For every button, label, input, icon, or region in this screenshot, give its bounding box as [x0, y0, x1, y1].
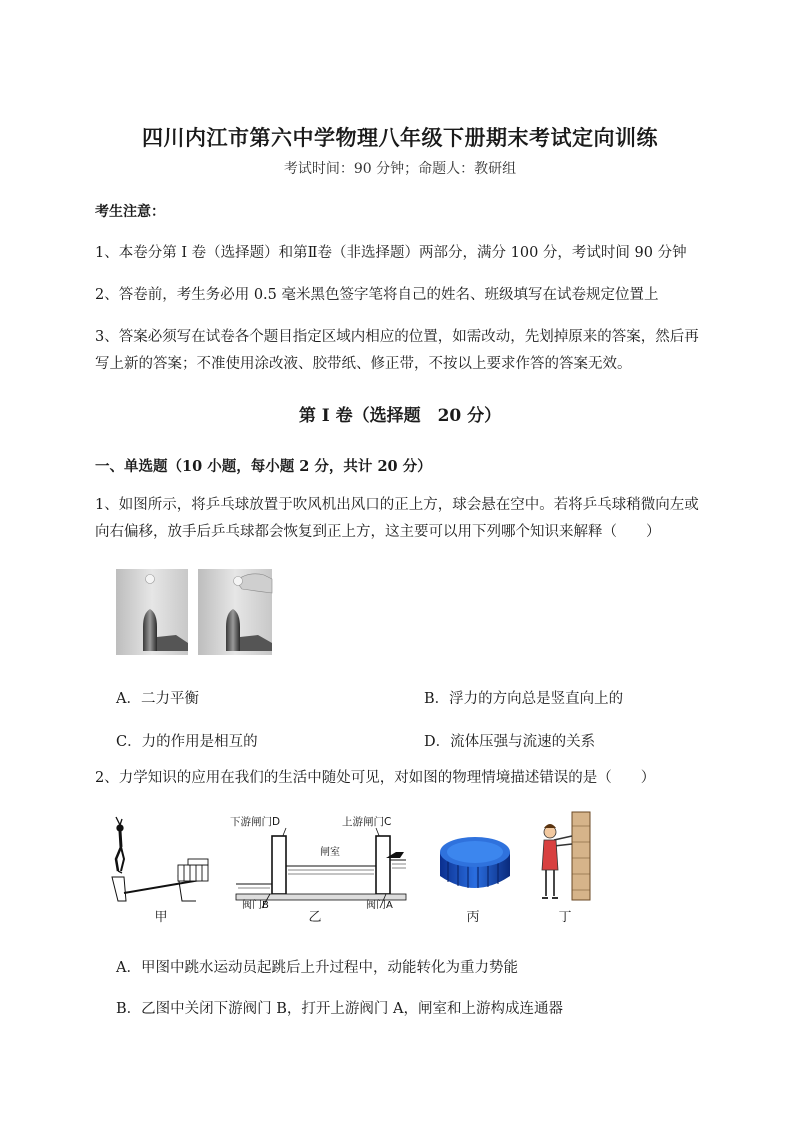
bottle-cap-figure — [436, 830, 514, 898]
hair-dryer-icon — [143, 609, 157, 651]
person-icon — [542, 824, 572, 898]
notice-item-1: 1、本卷分第 I 卷（选择题）和第Ⅱ卷（非选择题）两部分，满分 100 分，考试时间 90 分钟 — [95, 245, 687, 261]
ping-pong-ball-icon — [146, 575, 155, 584]
wall — [572, 812, 590, 900]
question-2-stem: 2、力学知识的应用在我们的生活中随处可见，对如图的物理情境描述错误的是（ ） — [95, 770, 656, 786]
q1-option-a[interactable]: A．二力平衡 — [116, 691, 199, 707]
q1-figure — [116, 569, 272, 655]
label-jia: 甲 — [154, 910, 168, 925]
label-yi: 乙 — [308, 910, 322, 925]
push-wall-figure — [536, 812, 592, 904]
notice-heading: 考生注意： — [95, 204, 165, 220]
label-valve-a: 阀门A — [366, 900, 393, 911]
photo-right — [198, 569, 272, 655]
q2-option-a[interactable]: A．甲图中跳水运动员起跳后上升过程中，动能转化为重力势能 — [116, 960, 518, 976]
question-1-stem: 1、如图所示，将乒乓球放置于吹风机出风口的正上方，球会悬在空中。若将乒乓球稍微向左或向右偏移，放手后乒乓球都会恢复到正上方，这主要可以用下列哪个知识来解释（ ） — [95, 497, 699, 540]
ship-lock-figure — [230, 812, 406, 912]
diver-figure — [108, 815, 213, 900]
section-title: 第 I 卷（选择题 20 分） — [298, 406, 502, 426]
notice-item-2: 2、答卷前，考生务必用 0.5 毫米黑色签字笔将自己的姓名、班级填写在试卷规定位置上 — [95, 287, 659, 303]
notice-item-3: 3、答案必须写在试卷各个题目指定区域内相应的位置，如需改动，先划掉原来的答案，然后再写上新的答案；不准使用涂改液、胶带纸、修正带，不按以上要求作答的答案无效。 — [95, 329, 699, 372]
label-bing: 丙 — [466, 910, 480, 925]
diver-icon — [116, 817, 124, 873]
label-gate-d: 下游闸门D — [230, 816, 281, 828]
label-gate-c: 上游闸门C — [342, 816, 392, 828]
q1-option-d[interactable]: D．流体压强与流速的关系 — [424, 734, 596, 750]
part-heading: 一、单选题（10 小题，每小题 2 分，共计 20 分） — [95, 458, 432, 475]
gate-d — [272, 836, 286, 894]
exam-info: 考试时间：90 分钟；命题人：教研组 — [283, 161, 517, 177]
gate-c — [376, 836, 390, 894]
q1-option-c[interactable]: C．力的作用是相互的 — [116, 734, 258, 750]
label-ding: 丁 — [558, 910, 572, 925]
page-title: 四川内江市第六中学物理八年级下册期末考试定向训练 — [142, 125, 658, 150]
q2-option-b[interactable]: B．乙图中关闭下游阀门 B，打开上游阀门 A，闸室和上游构成连通器 — [116, 1001, 563, 1017]
q1-option-b[interactable]: B．浮力的方向总是竖直向上的 — [424, 691, 624, 707]
label-valve-b: 阀门B — [242, 900, 269, 911]
photo-left — [116, 569, 188, 655]
label-chamber: 闸室 — [320, 847, 340, 858]
